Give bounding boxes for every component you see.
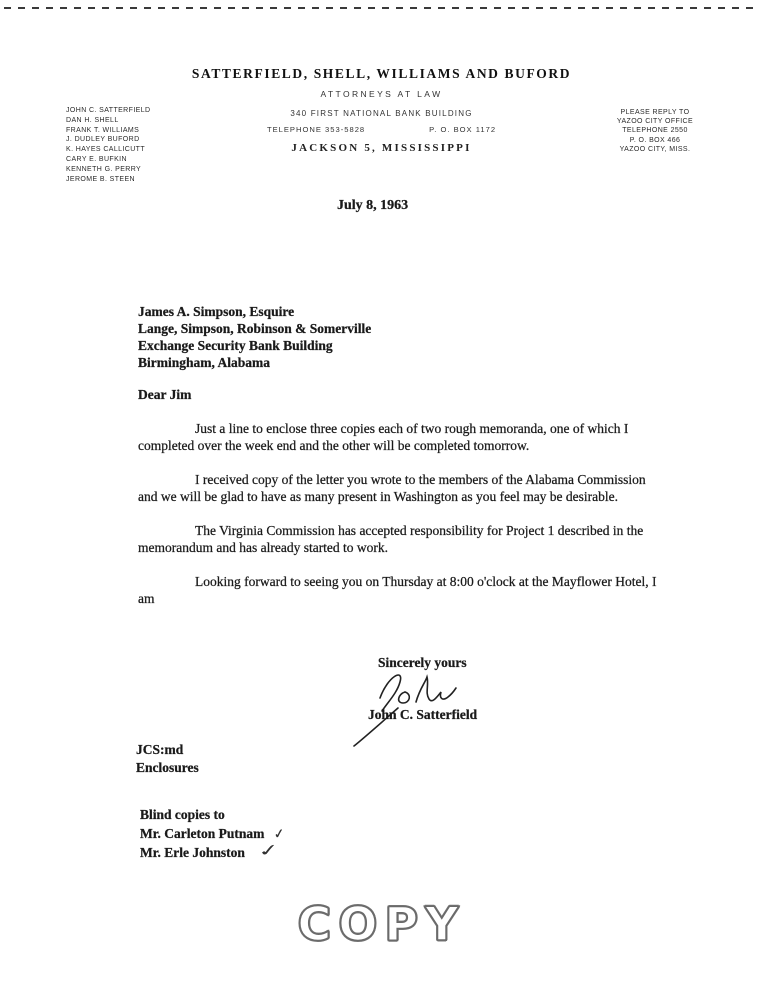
firm-name: SATTERFIELD, SHELL, WILLIAMS AND BUFORD (191, 66, 572, 81)
attorney-name: JOHN C. SATTERFIELD (66, 107, 151, 114)
recipient-line: Birmingham, Alabama (138, 355, 271, 370)
firm-contact-row (172, 125, 592, 134)
check-mark-icon: ✓ (273, 825, 287, 843)
blind-copy-recipient (140, 825, 285, 845)
blind-copies-block (140, 806, 285, 864)
blind-copy-name: Mr. Erle Johnston (140, 845, 245, 860)
enclosures-note: Enclosures (136, 760, 199, 775)
firm-city: JACKSON 5, MISSISSIPPI (291, 142, 472, 154)
letter-date: July 8, 1963 (337, 198, 409, 213)
reply-line: YAZOO CITY OFFICE (616, 118, 694, 126)
letter-body (138, 420, 664, 624)
attorney-name: K. HAYES CALLICUTT (66, 146, 146, 154)
reply-to-block (590, 108, 720, 154)
blind-copies-label: Blind copies to (140, 807, 225, 822)
body-paragraph: I received copy of the letter you wrote to the members of the Alabama Commission and we will be glad to have as many present in Washington as you feel may be desirable. (138, 472, 646, 504)
attorney-name: J. DUDLEY BUFORD (66, 136, 140, 144)
typed-signature-name: John C. Satterfield (368, 707, 478, 722)
body-paragraph: The Virginia Commission has accepted responsibility for Project 1 described in the memorandum and has already started to work. (138, 523, 644, 555)
reply-line: TELEPHONE 2550 (622, 127, 688, 135)
recipient-address (138, 303, 371, 371)
check-mark-icon: ✓ (256, 841, 281, 861)
blind-copy-recipient (140, 841, 285, 864)
recipient-line: Exchange Security Bank Building (138, 338, 333, 353)
attorney-name: JEROME B. STEEN (66, 175, 136, 183)
reference-initials: JCS:md (136, 742, 184, 757)
attorney-name: KENNETH G. PERRY (66, 165, 142, 173)
firm-telephone: TELEPHONE 353-5828 (266, 125, 366, 134)
reply-line: YAZOO CITY, MISS. (619, 145, 691, 153)
firm-subtitle: ATTORNEYS AT LAW (320, 89, 443, 99)
attorney-list (66, 106, 150, 184)
attorney-name: DAN H. SHELL (66, 116, 119, 124)
firm-po-box: P. O. BOX 1172 (429, 125, 497, 134)
valediction: Sincerely yours (378, 655, 467, 670)
blind-copy-name: Mr. Carleton Putnam (140, 825, 265, 841)
copy-stamp: COPY (297, 897, 466, 951)
salutation: Dear Jim (138, 387, 192, 402)
reply-line: PLEASE REPLY TO (620, 109, 690, 116)
attorney-name: CARY E. BUFKIN (66, 155, 127, 163)
firm-address: 340 FIRST NATIONAL BANK BUILDING (290, 109, 473, 118)
body-paragraph: Just a line to enclose three copies each of two rough memoranda, one of which I completed over the week end and the other will be completed tomorrow. (138, 421, 629, 453)
recipient-line: James A. Simpson, Esquire (138, 304, 295, 319)
reply-line: P. O. BOX 466 (629, 136, 681, 144)
page-top-dashed-edge (4, 7, 759, 9)
attorney-name: FRANK T. WILLIAMS (66, 126, 140, 134)
body-paragraph: Looking forward to seeing you on Thursday at 8:00 o'clock at the Mayflower Hotel, I am (138, 574, 657, 606)
letterhead (172, 66, 592, 154)
recipient-line: Lange, Simpson, Robinson & Somerville (138, 321, 372, 336)
